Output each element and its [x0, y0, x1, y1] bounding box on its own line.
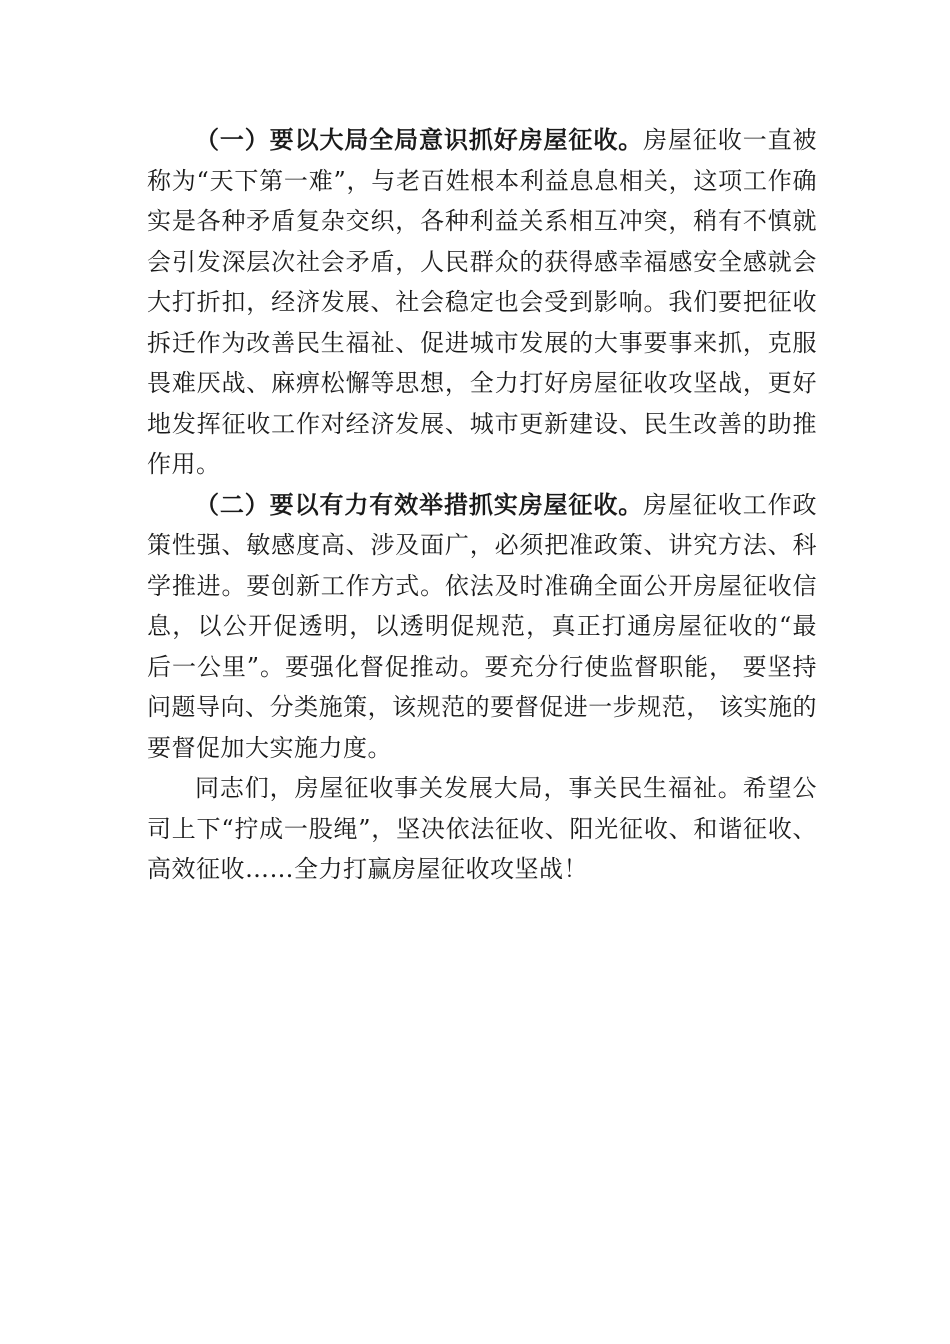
paragraph-1: [147, 120, 817, 485]
paragraph-1-body: 房屋征收一直被称为“天下第一难”，与老百姓根本利益息息相关，这项工作确实是各种矛盾复杂交织，各种利益关系相互冲突，稍有不慎就会引发深层次社会矛盾，人民群众的获得感幸福感安全感就会大打折扣，经济发展、社会稳定也会受到影响。我们要把征收拆迁作为改善民生福祉、促进城市发展的大事要事来抓，克服畏难厌战、麻痹松懈等思想，全力打好房屋征收攻坚战，更好地发挥征收工作对经济发展、城市更新建设、民生改善的助推作用。: [147, 126, 817, 478]
paragraph-3-body: 同志们，房屋征收事关发展大局，事关民生福祉。希望公司上下“拧成一股绳”，坚决依法征收、阳光征收、和谐征收、高效征收……全力打赢房屋征收攻坚战！: [147, 774, 817, 883]
document-page: [147, 120, 817, 890]
paragraph-2-heading: （二）要以有力有效举措抓实房屋征收。: [195, 490, 644, 519]
paragraph-2-body: 房屋征收工作政策性强、敏感度高、涉及面广，必须把准政策、讲究方法、科学推进。要创新工作方式。依法及时准确全面公开房屋征收信息，以公开促透明，以透明促规范，真正打通房屋征收的“最后一公里”。要强化督促推动。要充分行使监督职能， 要坚持问题导向、分类施策，该规范的要督促进一步规范， 该实施的要督促加大实施力度。: [147, 490, 817, 762]
paragraph-1-heading: （一）要以大局全局意识抓好房屋征收。: [195, 126, 644, 154]
paragraph-3: [147, 768, 817, 890]
paragraph-2: [147, 485, 817, 769]
